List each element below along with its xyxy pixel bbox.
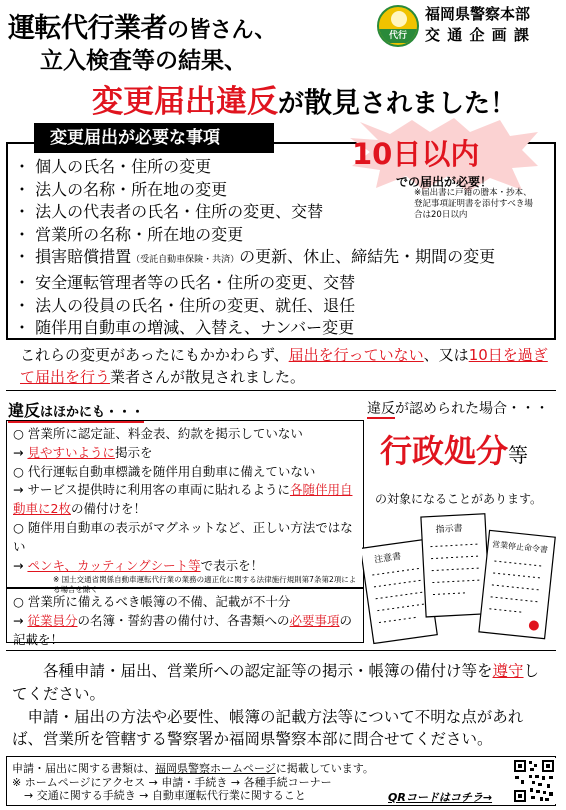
list-item: ・ 営業所の名称・所在地の変更 — [14, 224, 244, 244]
issuing-organization: 福岡県警察本部 交 通 企 画 課 — [425, 5, 531, 44]
headline-line2: 立入検査等の結果、 — [40, 48, 247, 74]
ledger-violation-box — [6, 588, 364, 647]
headline-line1: 運転代行業者の皆さん、 — [8, 13, 276, 44]
required-items-heading: 変更届出が必要な事項 — [34, 123, 274, 153]
doc2-label: 指示書 — [435, 523, 463, 536]
violation-item: ○ 営業所に備えるべき帳簿の不備、記載が不十分 — [13, 594, 291, 609]
violation-item: ○ 随伴用自動車の表示がマグネットなど、正しい方法ではない — [13, 519, 353, 554]
remedy-item: → 見やすいように掲示を — [13, 444, 153, 460]
headline-line3: 変更届出違反が散見されました！ — [92, 84, 517, 120]
penalty-subtext: の対象になることがあります。 — [375, 492, 543, 506]
finding-statement: これらの変更があったにもかかわらず、届出を行っていない、又は10日を過ぎて届出を行う業者さんが散見されました。 — [20, 346, 548, 386]
remedy-footnote: ※ 国土交通省関係自動車運転代行業の業務の適正化に関する法律施行規則第7条第2項による場合を除く — [53, 575, 357, 595]
violation-item: ○ 営業所に認定証、料金表、約款を掲示していない — [13, 426, 303, 441]
violation-item: ○ 代行運転自動車標識を随伴用自動車に備えていない — [13, 463, 316, 479]
paragraph: 申請・届出の方法や必要性、帳簿の記載方法等について不明な点があれば、営業所を管轄する警察署か福岡県警察本部に問合せてください。 — [12, 707, 524, 749]
remedy-item: → サービス提供時に利用客の車両に貼れるように各随伴用自動車に2枚の備付けを！ — [13, 482, 353, 517]
deadline-emphasis: 10日以内 — [352, 137, 480, 171]
paragraph: 各種申請・届出、営業所への認定証等の掲示・帳簿の備付け等を遵守してください。 — [12, 662, 540, 703]
deadline-note: ※届出書に戸籍の謄本・抄本、登記事項証明書を添付すべき場合は20日以内 — [414, 188, 533, 220]
list-item: ・ 法人の代表者の氏名・住所の変更、交替 — [14, 202, 324, 222]
list-item: ・ 安全運転管理者等の氏名・住所の変更、交替 — [14, 272, 356, 292]
deadline-subtext: での届出が必要！ — [396, 175, 493, 189]
notice-documents-illustration — [362, 505, 556, 645]
suspension-order-document-icon — [479, 530, 555, 638]
closing-paragraphs — [12, 660, 552, 751]
doc1-label: 注意書 — [373, 551, 402, 566]
required-items-list — [14, 156, 495, 340]
remedy-item: → ペンキ、カッティングシート等で表示を！ — [13, 557, 264, 573]
police-homepage-link[interactable]: 福岡県警察ホームページ — [155, 762, 276, 775]
mascot-face-icon — [391, 11, 407, 27]
list-item: ・ 法人の名称・所在地の変更 — [14, 179, 228, 199]
police-mascot-logo — [377, 5, 419, 47]
list-item: ・ 損害賠償措置（受託自動車保険・共済）の更新、休止、締結先・期間の変更 — [14, 247, 496, 267]
doc3-label: 営業停止命令書 — [491, 539, 549, 555]
other-violations-title: 違反はほかにも・・・ — [8, 398, 144, 423]
footer-text: 申請・届出に関する書類は、福岡県警察ホームページに掲載しています。 ※ ホームページにアクセス → 申請・手続き → 各種手続コーナー → 交通に関する手続き → 自動車運転代行業に関すること — [12, 762, 374, 802]
divider — [6, 390, 556, 391]
remedy-item: → 従業員分の名簿・誓約書の備付け、各書類への必要事項の記載を！ — [13, 612, 353, 647]
penalty-title: 違反が認められた場合・・・ — [367, 401, 549, 417]
administrative-action: 行政処分等 — [380, 432, 529, 470]
qr-code-label: QRコードはコチラ→ — [388, 791, 493, 804]
list-item: ・ 随伴用自動車の増減、入替え、ナンバー変更 — [14, 318, 355, 338]
logo-label: 代行 — [379, 29, 417, 43]
instruction-document-icon — [421, 514, 490, 617]
list-item: ・ 法人の役員の氏名・住所の変更、就任、退任 — [14, 295, 356, 315]
list-item: ・ 個人の氏名・住所の変更 — [14, 157, 212, 176]
divider — [6, 650, 556, 651]
qr-code-icon[interactable] — [512, 758, 556, 804]
other-violations-box — [6, 420, 364, 595]
